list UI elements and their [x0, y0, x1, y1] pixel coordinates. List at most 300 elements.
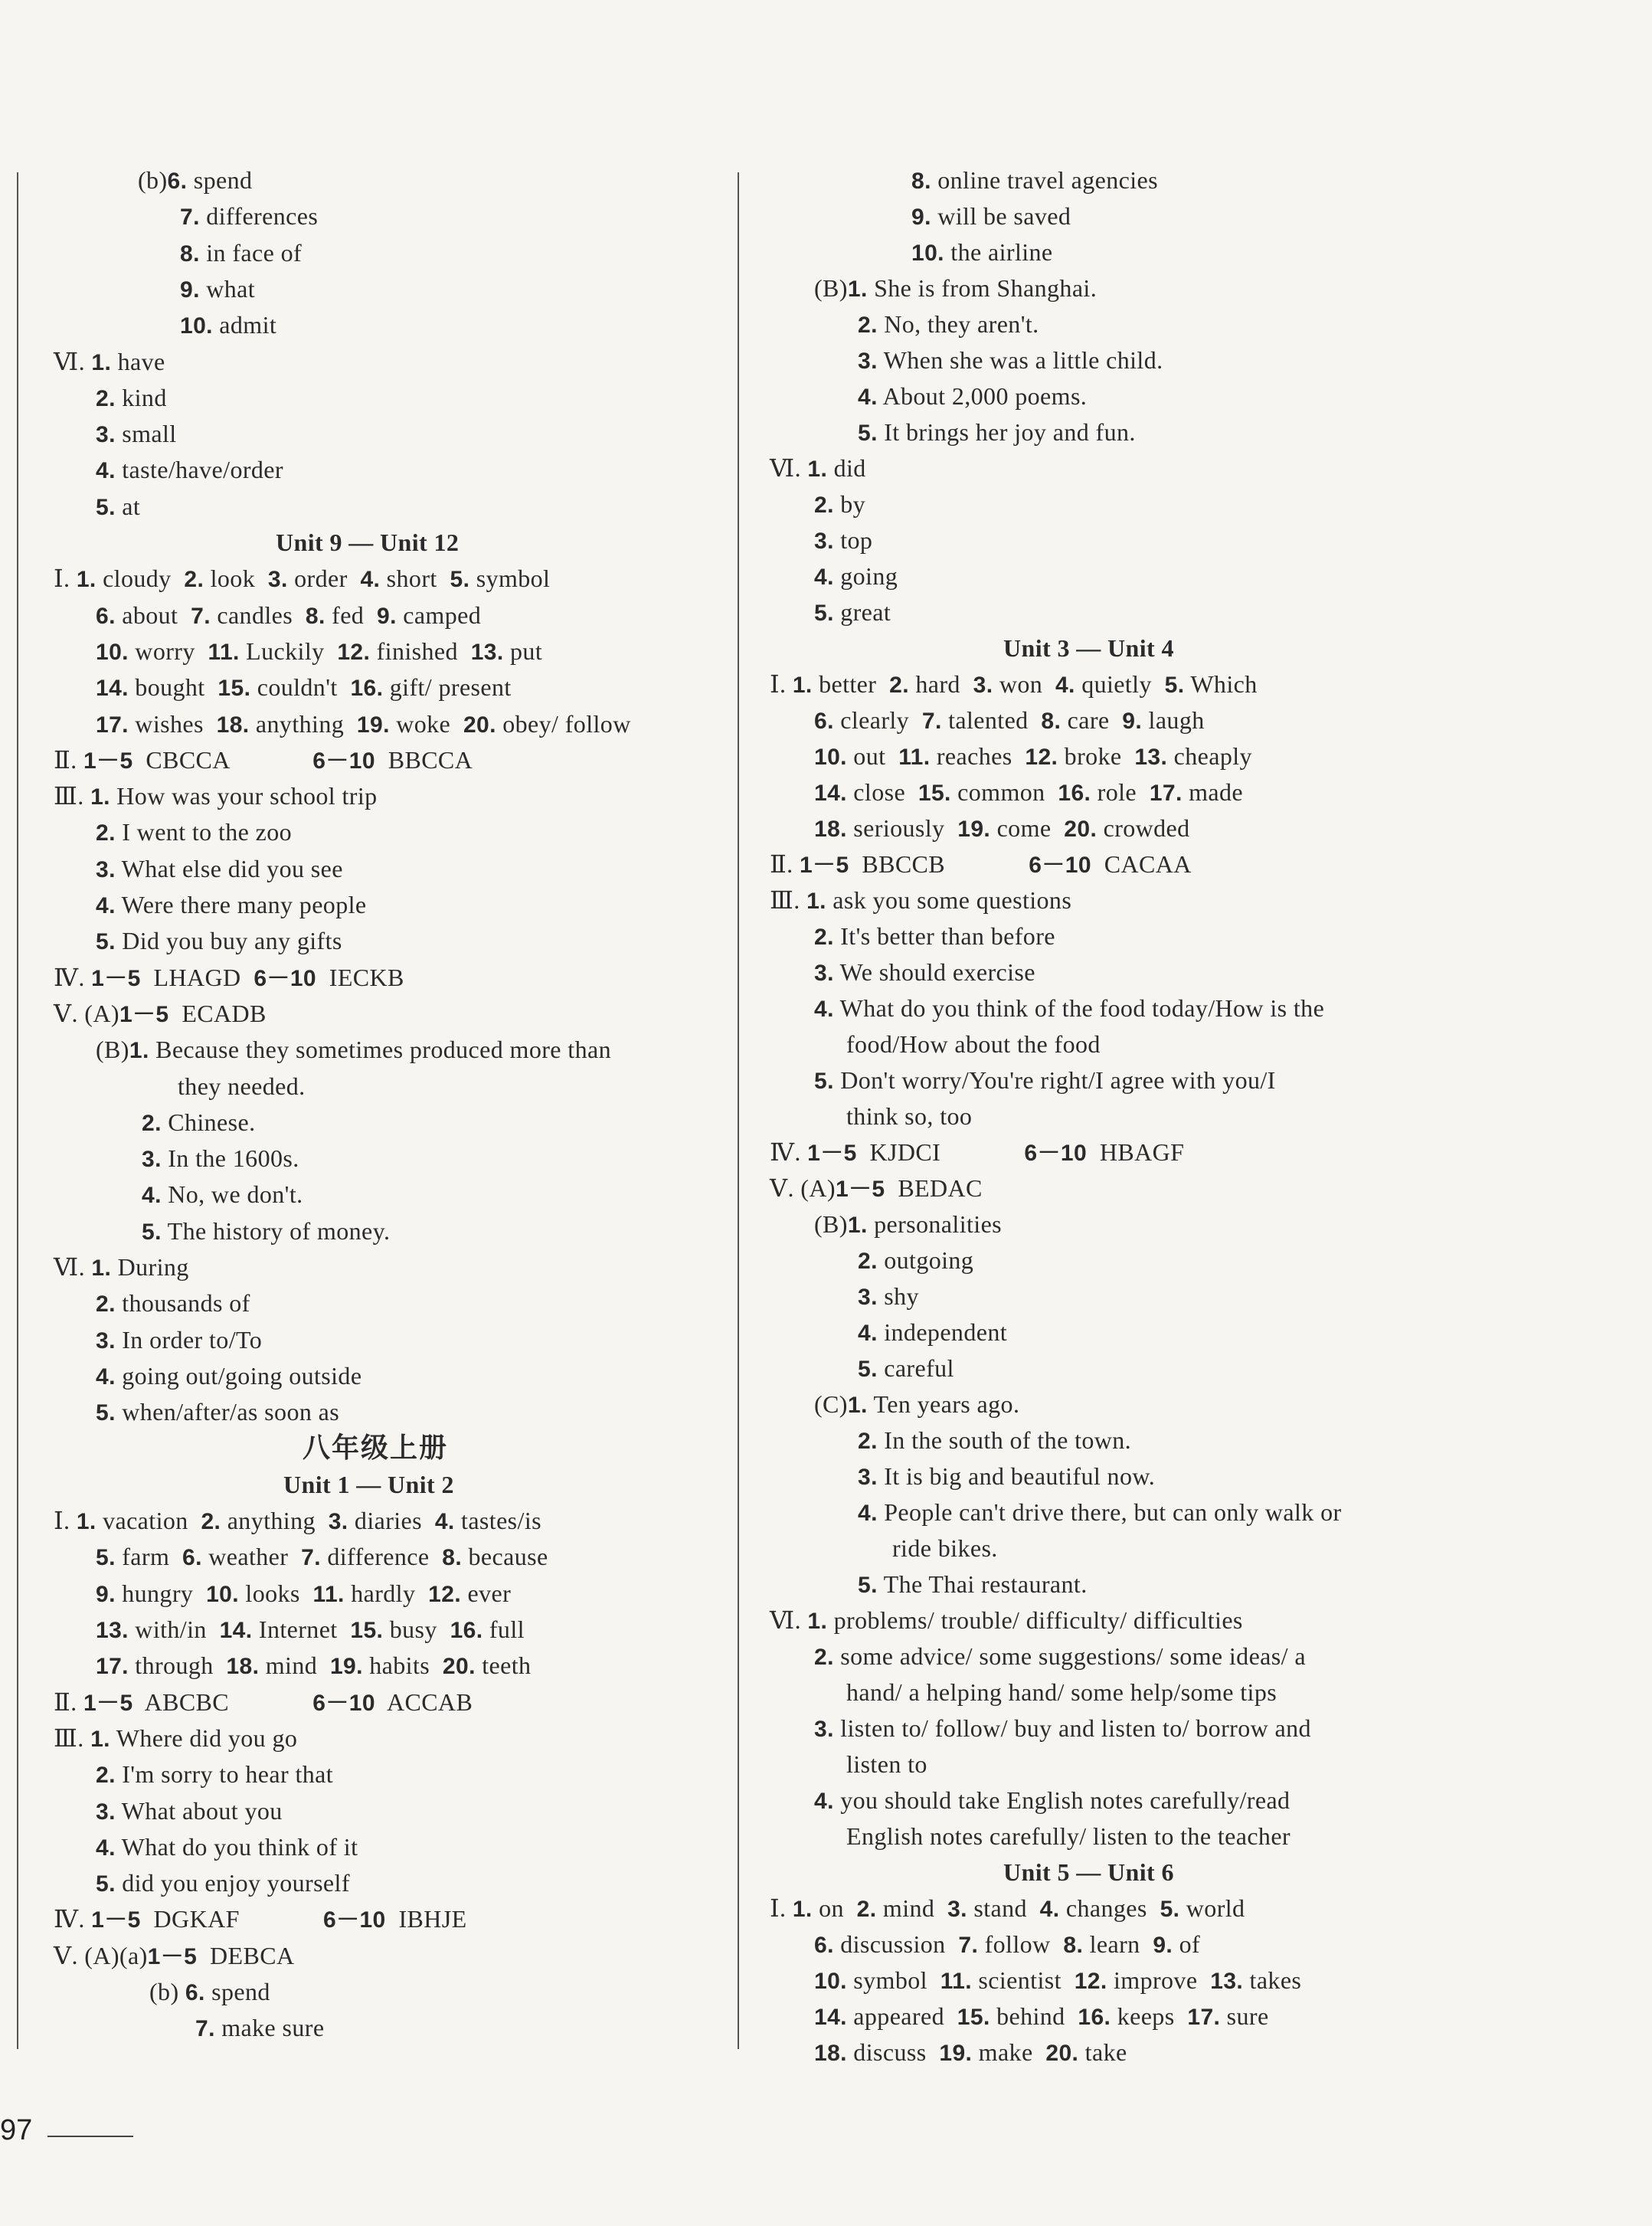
- answer-line: [814, 738, 1252, 775]
- answer-text: the airline: [944, 238, 1053, 266]
- item-number: 5.: [814, 1069, 834, 1094]
- answer-text: Ⅴ. (A): [770, 1174, 836, 1202]
- answer-line: [814, 1206, 1002, 1243]
- answer-text: How was your school trip: [110, 782, 378, 810]
- answer-line: [770, 450, 866, 487]
- answer-line: [96, 597, 481, 634]
- answer-line: [770, 1170, 983, 1207]
- answer-text: what: [199, 274, 256, 303]
- unit-heading: [276, 525, 459, 560]
- answer-text: spend: [204, 1978, 270, 2005]
- answer-text: world: [1179, 1894, 1245, 1922]
- answer-text: Ⅳ.: [54, 963, 92, 991]
- answer-text: Ⅱ.: [770, 850, 800, 878]
- item-number: 18.: [814, 817, 847, 842]
- answer-text: mind: [259, 1651, 330, 1680]
- answer-text: DEBCA: [197, 1941, 295, 1969]
- answer-text: at: [115, 492, 141, 520]
- item-number: 16.: [350, 676, 384, 702]
- answer-text: woke: [389, 709, 463, 738]
- answer-line: [770, 1602, 1243, 1639]
- item-number: 3.: [858, 349, 878, 374]
- answer-line: [178, 1069, 306, 1104]
- item-number: 3.: [973, 673, 993, 698]
- answer-text: Ⅱ.: [54, 1688, 83, 1716]
- item-number: 4.: [1039, 1897, 1060, 1922]
- item-number: 18.: [814, 2041, 847, 2066]
- item-number: 7.: [921, 709, 942, 734]
- item-number: 3.: [96, 1327, 116, 1354]
- item-number: 5.: [96, 1400, 116, 1426]
- item-number: 1.: [91, 1255, 112, 1281]
- item-number: 4.: [142, 1183, 162, 1209]
- item-number: 1.: [806, 889, 826, 914]
- item-number: 4.: [858, 1501, 878, 1526]
- unit-heading-text: Unit 9 — Unit 12: [276, 529, 460, 556]
- answer-text: busy: [383, 1615, 450, 1643]
- answer-text: discuss: [846, 2038, 940, 2066]
- answer-text: differences: [199, 202, 319, 231]
- item-number: 20.: [1064, 817, 1098, 842]
- answer-text: anything: [249, 709, 357, 738]
- item-number: 4.: [360, 567, 381, 593]
- item-number: 17.: [1149, 781, 1183, 806]
- answer-text: top: [833, 526, 873, 554]
- item-number: 10.: [180, 313, 213, 339]
- answer-text: Ⅲ.: [770, 886, 807, 914]
- answer-line: [54, 1901, 467, 1938]
- answer-text: food/How about the food: [846, 1030, 1101, 1058]
- answer-line: [54, 1503, 541, 1540]
- item-number: 3.: [328, 1509, 348, 1535]
- answer-line: [96, 1032, 611, 1069]
- answer-text: going out/going outside: [115, 1361, 362, 1390]
- item-number: 16.: [450, 1618, 483, 1643]
- item-number: 5.: [1164, 673, 1185, 698]
- answer-text: The history of money.: [161, 1216, 391, 1245]
- answer-text: through: [128, 1651, 227, 1680]
- answer-text: It is big and beautiful now.: [877, 1462, 1156, 1490]
- item-number: 7.: [191, 603, 211, 629]
- answer-text: made: [1182, 778, 1244, 806]
- answer-text: English notes carefully/ listen to the teacher: [846, 1822, 1291, 1850]
- answer-text: The Thai restaurant.: [877, 1570, 1088, 1598]
- answer-line: [770, 666, 1258, 703]
- answer-line: [96, 1612, 525, 1648]
- item-number: 11.: [940, 1969, 972, 1994]
- answer-text: farm: [115, 1543, 183, 1571]
- answer-line: [54, 1684, 473, 1721]
- answer-text: taste/have/order: [115, 456, 283, 484]
- item-number: 2.: [96, 1763, 116, 1789]
- answer-text: have: [111, 347, 165, 375]
- answer-line: [96, 851, 343, 888]
- answer-line: [96, 669, 512, 706]
- answer-text: Ⅰ.: [54, 1507, 77, 1535]
- answer-text: ride bikes.: [892, 1534, 998, 1562]
- item-number: 20.: [463, 712, 496, 738]
- answer-line: [846, 1098, 972, 1134]
- answer-text: listen to: [846, 1750, 927, 1778]
- answer-text: What do you think of it: [115, 1832, 358, 1861]
- answer-line: [96, 1793, 283, 1830]
- item-number: 4.: [858, 1321, 878, 1346]
- answer-line: [96, 814, 292, 851]
- answer-text: ever: [461, 1579, 512, 1607]
- item-number: 3.: [142, 1147, 162, 1173]
- answer-text: No, we don't.: [161, 1180, 303, 1209]
- answer-text: small: [115, 420, 177, 448]
- item-number: 1.: [91, 349, 112, 375]
- answer-text: admit: [212, 311, 277, 339]
- item-number: 20.: [1045, 2041, 1079, 2066]
- answer-text: better: [812, 670, 890, 698]
- item-number: 2.: [96, 1291, 116, 1318]
- answer-line: [814, 774, 1243, 811]
- answer-line: [96, 1756, 333, 1793]
- item-number: 5.: [858, 1357, 878, 1382]
- answer-line: [858, 414, 1136, 451]
- answer-text: cloudy: [96, 565, 185, 593]
- item-number: 11.: [208, 639, 240, 665]
- answer-text: (B): [96, 1036, 129, 1064]
- answer-line: [770, 1134, 1184, 1171]
- item-number: 1－5: [83, 748, 133, 774]
- answer-text: Don't worry/You're right/I agree with you/I: [833, 1066, 1276, 1094]
- item-number: 1.: [807, 457, 828, 482]
- answer-line: [846, 1674, 1277, 1710]
- answer-text: It's better than before: [833, 922, 1055, 950]
- item-number: 6.: [182, 1545, 202, 1571]
- answer-line: [911, 162, 1158, 199]
- item-number: 15.: [218, 676, 251, 702]
- answer-line: [814, 918, 1055, 955]
- item-number: 2.: [858, 313, 878, 338]
- answer-line: [911, 198, 1071, 235]
- item-number: 3.: [96, 856, 116, 882]
- item-number: 14.: [814, 2005, 847, 2030]
- answer-text: hardly: [344, 1579, 429, 1607]
- item-number: 9.: [180, 277, 200, 303]
- answer-text: by: [833, 490, 866, 518]
- answer-text: About 2,000 poems.: [877, 382, 1088, 410]
- item-number: 2.: [889, 673, 909, 698]
- answer-line: [54, 996, 267, 1033]
- item-number: 1.: [129, 1038, 149, 1064]
- item-number: 10.: [96, 639, 129, 665]
- answer-line: [846, 1746, 927, 1782]
- item-number: 6.: [96, 603, 116, 629]
- answer-text: weather: [201, 1543, 302, 1571]
- answer-text: changes: [1059, 1894, 1160, 1922]
- answer-text: clearly: [833, 706, 922, 734]
- answer-line: [814, 1062, 1276, 1099]
- answer-text: laugh: [1142, 706, 1205, 734]
- item-number: 2.: [858, 1429, 878, 1454]
- grade-heading-text: 八年级上册: [303, 1432, 449, 1464]
- answer-text: short: [380, 565, 450, 593]
- answer-line: [142, 1213, 390, 1250]
- answer-text: care: [1061, 706, 1123, 734]
- answer-line: [858, 1458, 1155, 1495]
- item-number: 14.: [814, 781, 847, 806]
- answer-line: [180, 235, 302, 272]
- answer-line: [96, 1865, 350, 1902]
- answer-text: outgoing: [877, 1246, 974, 1274]
- answer-text: Luckily: [239, 637, 338, 665]
- answer-text: Where did you go: [110, 1724, 298, 1752]
- item-number: 6－10: [312, 748, 375, 774]
- item-number: 1－5: [835, 1177, 885, 1202]
- answer-line: [858, 1314, 1007, 1351]
- answer-text: full: [483, 1615, 525, 1643]
- answer-text: Ⅵ.: [770, 1606, 808, 1634]
- item-number: 3.: [96, 422, 116, 448]
- item-number: 7.: [301, 1545, 321, 1571]
- answer-text: some advice/ some suggestions/ some ideas/ a: [833, 1642, 1306, 1670]
- answer-text: take: [1078, 2038, 1127, 2066]
- answer-text: Did you buy any gifts: [115, 927, 342, 955]
- item-number: 3.: [858, 1285, 878, 1310]
- answer-line: [96, 416, 177, 453]
- answer-text: ABCBC: [132, 1688, 313, 1716]
- item-number: 10.: [911, 241, 944, 266]
- answer-text: What else did you see: [115, 854, 343, 882]
- answer-line: [770, 1890, 1245, 1927]
- answer-text: talented: [941, 706, 1042, 734]
- answer-line: [96, 887, 367, 924]
- item-number: 4.: [814, 565, 834, 590]
- item-number: 5.: [142, 1219, 162, 1245]
- answer-line: [96, 1394, 339, 1431]
- item-number: 1.: [807, 1609, 828, 1634]
- item-number: 4.: [1055, 673, 1075, 698]
- answer-line: [142, 1105, 256, 1141]
- answer-text: make sure: [214, 2014, 325, 2042]
- page-number: 97: [0, 2114, 33, 2146]
- answer-text: In the 1600s.: [161, 1144, 299, 1173]
- answer-line: [814, 486, 865, 523]
- answer-line: [96, 1285, 250, 1322]
- answer-text: ask you some questions: [826, 886, 1072, 914]
- answer-text: Ⅵ.: [54, 347, 92, 375]
- answer-text: make: [972, 2038, 1046, 2066]
- answer-text: In order to/To: [115, 1325, 263, 1354]
- answer-text: think so, too: [846, 1102, 973, 1130]
- item-number: 7.: [180, 205, 200, 231]
- answer-text: looks: [239, 1579, 313, 1607]
- answer-text: (b): [138, 166, 168, 194]
- answer-text: Ⅴ. (A): [54, 999, 119, 1027]
- answer-text: During: [111, 1253, 189, 1281]
- item-number: 1.: [847, 1393, 868, 1418]
- item-number: 3.: [96, 1799, 116, 1825]
- answer-text: careful: [877, 1354, 954, 1382]
- answer-line: [96, 633, 542, 670]
- answer-text: IECKB: [316, 963, 404, 991]
- answer-line: [96, 1322, 262, 1359]
- answer-text: symbol: [469, 565, 551, 593]
- answer-text: difference: [320, 1543, 443, 1571]
- answer-text: CACAA: [1091, 850, 1192, 878]
- answer-text: diaries: [348, 1507, 435, 1535]
- answer-line: [846, 1818, 1291, 1854]
- answer-text: you should take English notes carefully/read: [833, 1786, 1291, 1814]
- answer-line: [846, 1026, 1101, 1062]
- item-number: 8.: [1041, 709, 1062, 734]
- answer-text: vacation: [96, 1507, 201, 1535]
- unit-heading: [283, 1467, 454, 1502]
- answer-line: [814, 2034, 1127, 2071]
- answer-text: fed: [325, 601, 377, 629]
- answer-line: [814, 558, 898, 595]
- item-number: 9.: [96, 1581, 116, 1607]
- answer-text: problems/ trouble/ difficulty/ difficulties: [827, 1606, 1243, 1634]
- answer-text: hand/ a helping hand/ some help/some tips: [846, 1678, 1277, 1706]
- answer-text: improve: [1107, 1966, 1211, 1994]
- answer-text: great: [833, 598, 891, 626]
- item-number: 13.: [1134, 745, 1168, 770]
- answer-text: of: [1173, 1930, 1201, 1958]
- answer-text: Ⅱ.: [54, 745, 83, 774]
- unit-heading-text: Unit 1 — Unit 2: [283, 1470, 454, 1498]
- answer-line: [96, 1576, 511, 1612]
- item-number: 1－5: [91, 965, 141, 991]
- answer-text: takes: [1243, 1966, 1302, 1994]
- answer-text: cheaply: [1167, 742, 1252, 770]
- answer-text: close: [846, 778, 918, 806]
- item-number: 20.: [442, 1654, 476, 1680]
- item-number: 1.: [847, 277, 868, 302]
- answer-text: reaches: [930, 742, 1026, 770]
- item-number: 6－10: [1029, 853, 1091, 878]
- answer-text: IBHJE: [385, 1905, 467, 1933]
- answer-text: BBCCA: [375, 745, 473, 774]
- item-number: 7.: [195, 2016, 215, 2042]
- answer-line: [858, 1242, 973, 1279]
- item-number: 5.: [858, 1573, 878, 1598]
- item-number: 4.: [96, 1363, 116, 1390]
- answer-text: KJDCI: [856, 1138, 1025, 1166]
- answer-text: When she was a little child.: [877, 346, 1163, 374]
- answer-text: Ⅰ.: [54, 565, 77, 593]
- answer-text: candles: [210, 601, 306, 629]
- item-number: 10.: [814, 745, 847, 770]
- item-number: 1－5: [83, 1690, 133, 1716]
- answer-text: sure: [1220, 2002, 1269, 2030]
- item-number: 17.: [96, 1654, 129, 1680]
- answer-text: (B): [814, 1210, 848, 1238]
- answer-text: seriously: [846, 814, 958, 842]
- answer-text: Ⅰ.: [770, 1894, 793, 1922]
- item-number: 13.: [470, 639, 504, 665]
- answer-line: [195, 2010, 324, 2047]
- answer-line: [814, 1710, 1311, 1747]
- item-number: 1.: [90, 1726, 110, 1752]
- answer-line: [149, 1974, 270, 2011]
- item-number: 9.: [1153, 1933, 1173, 1958]
- answer-text: on: [812, 1894, 857, 1922]
- answer-text: thousands of: [115, 1289, 250, 1318]
- answer-text: finished: [370, 637, 471, 665]
- item-number: 4.: [96, 893, 116, 918]
- answer-text: hungry: [115, 1579, 207, 1607]
- item-number: 1－5: [91, 1907, 141, 1933]
- answer-text: gift/ present: [383, 673, 512, 702]
- answer-line: [770, 882, 1071, 919]
- answer-line: [96, 706, 631, 743]
- item-number: 2.: [814, 493, 834, 518]
- item-number: 1.: [90, 784, 110, 810]
- answer-line: [814, 810, 1190, 847]
- answer-text: spend: [187, 166, 253, 194]
- answer-line: [814, 990, 1324, 1027]
- unit-heading: [1003, 1854, 1174, 1890]
- answer-line: [814, 1962, 1301, 1999]
- answer-line: [911, 234, 1053, 271]
- item-number: 14.: [219, 1618, 253, 1643]
- answer-text: camped: [396, 601, 482, 629]
- answer-text: habits: [362, 1651, 443, 1680]
- item-number: 15.: [918, 781, 951, 806]
- answer-text: symbol: [846, 1966, 940, 1994]
- item-number: 4.: [96, 458, 116, 484]
- answer-text: did: [827, 454, 866, 482]
- item-number: 1.: [792, 673, 813, 698]
- answer-line: [142, 1141, 299, 1177]
- answer-text: order: [287, 565, 361, 593]
- answer-text: won: [993, 670, 1055, 698]
- answer-text: Ⅲ.: [54, 1724, 91, 1752]
- item-number: 5.: [858, 421, 878, 446]
- item-number: 1－5: [147, 1943, 198, 1969]
- answer-text: worry: [128, 637, 208, 665]
- answer-text: discussion: [833, 1930, 959, 1958]
- item-number: 1－5: [119, 1001, 169, 1027]
- answer-text: Ⅵ.: [770, 454, 808, 482]
- answer-line: [96, 1539, 548, 1576]
- answer-text: couldn't: [250, 673, 351, 702]
- item-number: 3.: [947, 1897, 967, 1922]
- item-number: 2.: [96, 820, 116, 846]
- answer-text: bought: [128, 673, 218, 702]
- item-number: 4.: [434, 1509, 455, 1535]
- item-number: 5.: [450, 567, 470, 593]
- answer-text: What about you: [115, 1796, 283, 1825]
- item-number: 6－10: [1024, 1141, 1088, 1166]
- item-number: 8.: [911, 169, 931, 194]
- item-number: 5.: [1160, 1897, 1180, 1922]
- answer-line: [96, 1648, 531, 1684]
- answer-text: Ⅵ.: [54, 1253, 92, 1281]
- item-number: 2.: [856, 1897, 877, 1922]
- answer-text: personalities: [867, 1210, 1003, 1238]
- item-number: 8.: [442, 1545, 463, 1571]
- answer-line: [180, 307, 276, 344]
- answer-text: LHAGD: [140, 963, 254, 991]
- answer-text: hard: [908, 670, 973, 698]
- item-number: 10.: [206, 1581, 239, 1607]
- item-number: 19.: [957, 817, 991, 842]
- answer-text: ACCAB: [375, 1688, 473, 1716]
- item-number: 6.: [185, 1980, 205, 2005]
- item-number: 2.: [201, 1509, 221, 1535]
- item-number: 14.: [96, 676, 129, 702]
- answer-text: No, they aren't.: [877, 310, 1039, 338]
- answer-text: CBCCA: [132, 745, 313, 774]
- item-number: 6－10: [254, 965, 316, 991]
- answer-line: [180, 271, 255, 308]
